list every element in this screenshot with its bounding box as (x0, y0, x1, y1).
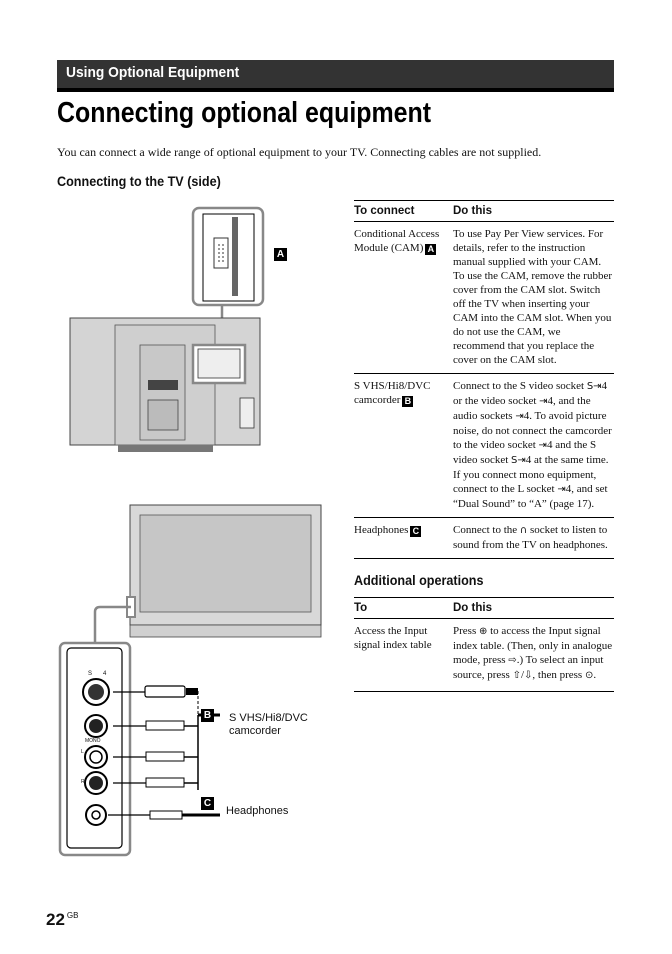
up-arrow-icon: ⇧ (512, 670, 521, 681)
page-number: 22 $^{GB}$ (46, 910, 79, 929)
down-arrow-icon: ⇩ (524, 670, 533, 681)
s-video-icon: S⇥ (586, 381, 602, 392)
audio-input-icon: ⇥ (557, 484, 566, 495)
connect-table-header (354, 200, 614, 222)
headphone-icon: ∩ (519, 525, 528, 536)
table-row (354, 619, 614, 692)
s-video-icon: S⇥ (511, 455, 526, 466)
table-row (354, 518, 614, 559)
row-item: Headphones C (354, 523, 453, 552)
video-input-icon: ⇥ (538, 440, 547, 451)
ok-button-icon: ⊙ (584, 670, 594, 681)
callout-b: B (201, 709, 214, 722)
section-title: Using Optional Equipment (66, 64, 240, 81)
subhead-additional: Additional operations (354, 572, 484, 588)
row-item: Conditional Access Module (CAM) A (354, 228, 440, 254)
panel-label-s: S (88, 671, 93, 677)
panel-label-4: 4 (103, 671, 107, 677)
col-header-to-connect: To connect (354, 205, 415, 217)
page-region-suffix: GB (66, 911, 79, 920)
label-camcorder: S VHS/Hi8/DVC camcorder (229, 712, 308, 737)
row-item: S VHS/Hi8/DVC camcorder B (354, 380, 431, 406)
row-desc: Press ⊕ to access the Input signal index table. (Then, only in analogue mode, press ⇨.) To select an input source, press ⇧/⇩, then press ⊙. (453, 625, 613, 681)
video-input-icon: ⇥ (539, 396, 548, 407)
subhead-connecting: Connecting to the TV (side) (57, 173, 221, 189)
callout-c: C (201, 797, 214, 810)
col-header-do-this: Do this (453, 205, 492, 217)
panel-label-mono: MONO (85, 738, 101, 744)
label-headphones: Headphones (226, 805, 289, 817)
intro-paragraph: You can connect a wide range of optional equipment to your TV. Connecting cables are not supplied. (57, 145, 542, 159)
table-row (354, 222, 614, 374)
col-header-do-this: Do this (453, 602, 492, 614)
row-desc: Connect to the S video socket S⇥4 or the video socket ⇥4, and the audio sockets ⇥4. To avoid picture noise, do not connect the camcorder to the video socket ⇥4 and the S video socket S⇥4 at the same time. If you connect mono equipment, connect to the L socket ⇥4, and set “Dual Sound” to “A” (page 17). (453, 380, 612, 510)
connect-table (354, 200, 614, 559)
audio-input-icon: ⇥ (515, 411, 524, 422)
letter-c: C (410, 526, 421, 537)
table-row (354, 374, 614, 518)
operations-table-header (354, 597, 614, 619)
input-button-icon: ⊕ (478, 626, 488, 637)
row-item: Access the Input signal index table (354, 625, 432, 651)
letter-a: A (425, 244, 436, 255)
col-header-to: To (354, 602, 368, 614)
panel-label-r: R (81, 779, 85, 785)
right-arrow-icon: ⇨ (508, 655, 517, 666)
operations-table (354, 597, 614, 692)
letter-b: B (402, 396, 413, 407)
row-desc: Connect to the ∩ socket to listen to sound from the TV on headphones. (453, 524, 608, 551)
page-title: Connecting optional equipment (57, 97, 432, 129)
panel-label-l: L (81, 749, 84, 755)
callout-a: A (274, 248, 287, 261)
row-desc: To use Pay Per View services. For details, refer to the instruction manual supplied with your CAM. To use the CAM, remove the rubber cover from the CAM slot. Switch off the TV when inserting your CAM into the CAM slot. When you do not use the CAM, we recommend that you replace the cover on the CAM slot. (453, 228, 612, 366)
